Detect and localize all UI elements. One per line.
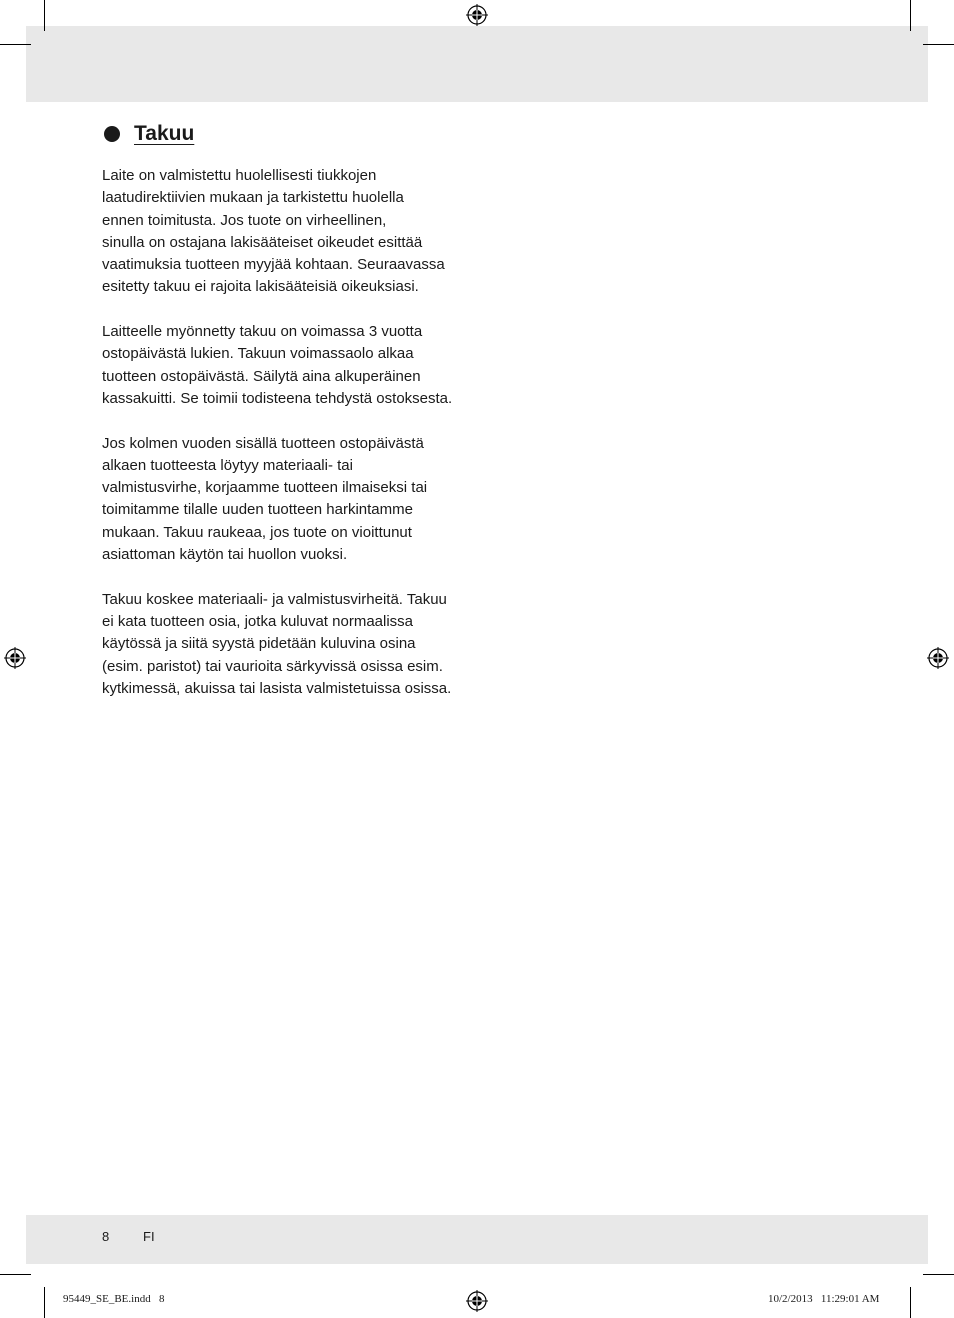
- text-line: ennen toimitusta. Jos tuote on virheellinen,: [102, 211, 387, 229]
- paragraph: [102, 321, 482, 410]
- text-line: laatudirektiivien mukaan ja tarkistettu huolella: [102, 189, 404, 207]
- section-title: Takuu: [134, 122, 195, 145]
- footer-band: [26, 1215, 928, 1264]
- slug-timestamp: 10/2/2013 11:29:01 AM: [768, 1293, 880, 1305]
- crop-mark-bottom-right-horizontal: [923, 1274, 954, 1275]
- text-line: toimitamme tilalle uuden tuotteen harkintamme: [102, 501, 413, 519]
- crop-mark-top-left-horizontal: [0, 44, 31, 45]
- text-line: Takuu koskee materiaali- ja valmistusvirheitä. Takuu: [102, 590, 447, 608]
- header-band: [26, 26, 928, 102]
- crop-mark-top-right-vertical: [910, 0, 911, 31]
- registration-mark-top-icon: [466, 4, 488, 26]
- page-number: 8: [102, 1229, 110, 1244]
- section-heading: [104, 122, 194, 146]
- paragraph: [102, 165, 482, 299]
- body-text: [102, 165, 482, 722]
- language-code: FI: [143, 1229, 155, 1244]
- text-line: ostopäivästä lukien. Takuun voimassaolo alkaa: [102, 345, 414, 363]
- text-line: ei kata tuotteen osia, jotka kuluvat normaalissa: [102, 612, 414, 630]
- slug-filename: 95449_SE_BE.indd 8: [63, 1293, 165, 1305]
- crop-mark-top-right-horizontal: [923, 44, 954, 45]
- text-line: esitetty takuu ei rajoita lakisääteisiä oikeuksiasi.: [102, 278, 419, 296]
- paragraph: [102, 433, 482, 567]
- crop-mark-bottom-left-vertical: [44, 1287, 45, 1318]
- text-line: käytössä ja siitä syystä pidetään kuluvina osina: [102, 635, 416, 653]
- text-line: mukaan. Takuu raukeaa, jos tuote on vioittunut: [102, 523, 412, 541]
- text-line: Jos kolmen vuoden sisällä tuotteen ostopäivästä: [102, 434, 424, 452]
- crop-mark-bottom-left-horizontal: [0, 1274, 31, 1275]
- text-line: Laite on valmistettu huolellisesti tiukkojen: [102, 167, 377, 184]
- crop-mark-bottom-right-vertical: [910, 1287, 911, 1318]
- paragraph: [102, 589, 482, 700]
- text-line: sinulla on ostajana lakisääteiset oikeudet esittää: [102, 233, 423, 251]
- text-line: kytkimessä, akuissa tai lasista valmistetuissa osissa.: [102, 679, 452, 697]
- text-line: Laitteelle myönnetty takuu on voimassa 3 vuotta: [102, 323, 423, 341]
- text-line: kassakuitti. Se toimii todisteena tehdystä ostoksesta.: [102, 389, 453, 407]
- text-line: alkaen tuotteesta löytyy materiaali- tai: [102, 456, 353, 474]
- bullet-icon: [104, 126, 120, 142]
- text-line: asiattoman käytön tai huollon vuoksi.: [102, 546, 348, 564]
- registration-mark-right-icon: [927, 647, 949, 669]
- registration-mark-left-icon: [4, 647, 26, 669]
- crop-mark-top-left-vertical: [44, 0, 45, 31]
- text-line: vaatimuksia tuotteen myyjää kohtaan. Seuraavassa: [102, 256, 445, 274]
- text-line: (esim. paristot) tai vaurioita särkyvissä osissa esim.: [102, 657, 443, 675]
- text-line: valmistusvirhe, korjaamme tuotteen ilmaiseksi tai: [102, 479, 428, 497]
- registration-mark-bottom-icon: [466, 1290, 488, 1312]
- text-line: tuotteen ostopäivästä. Säilytä aina alkuperäinen: [102, 367, 421, 385]
